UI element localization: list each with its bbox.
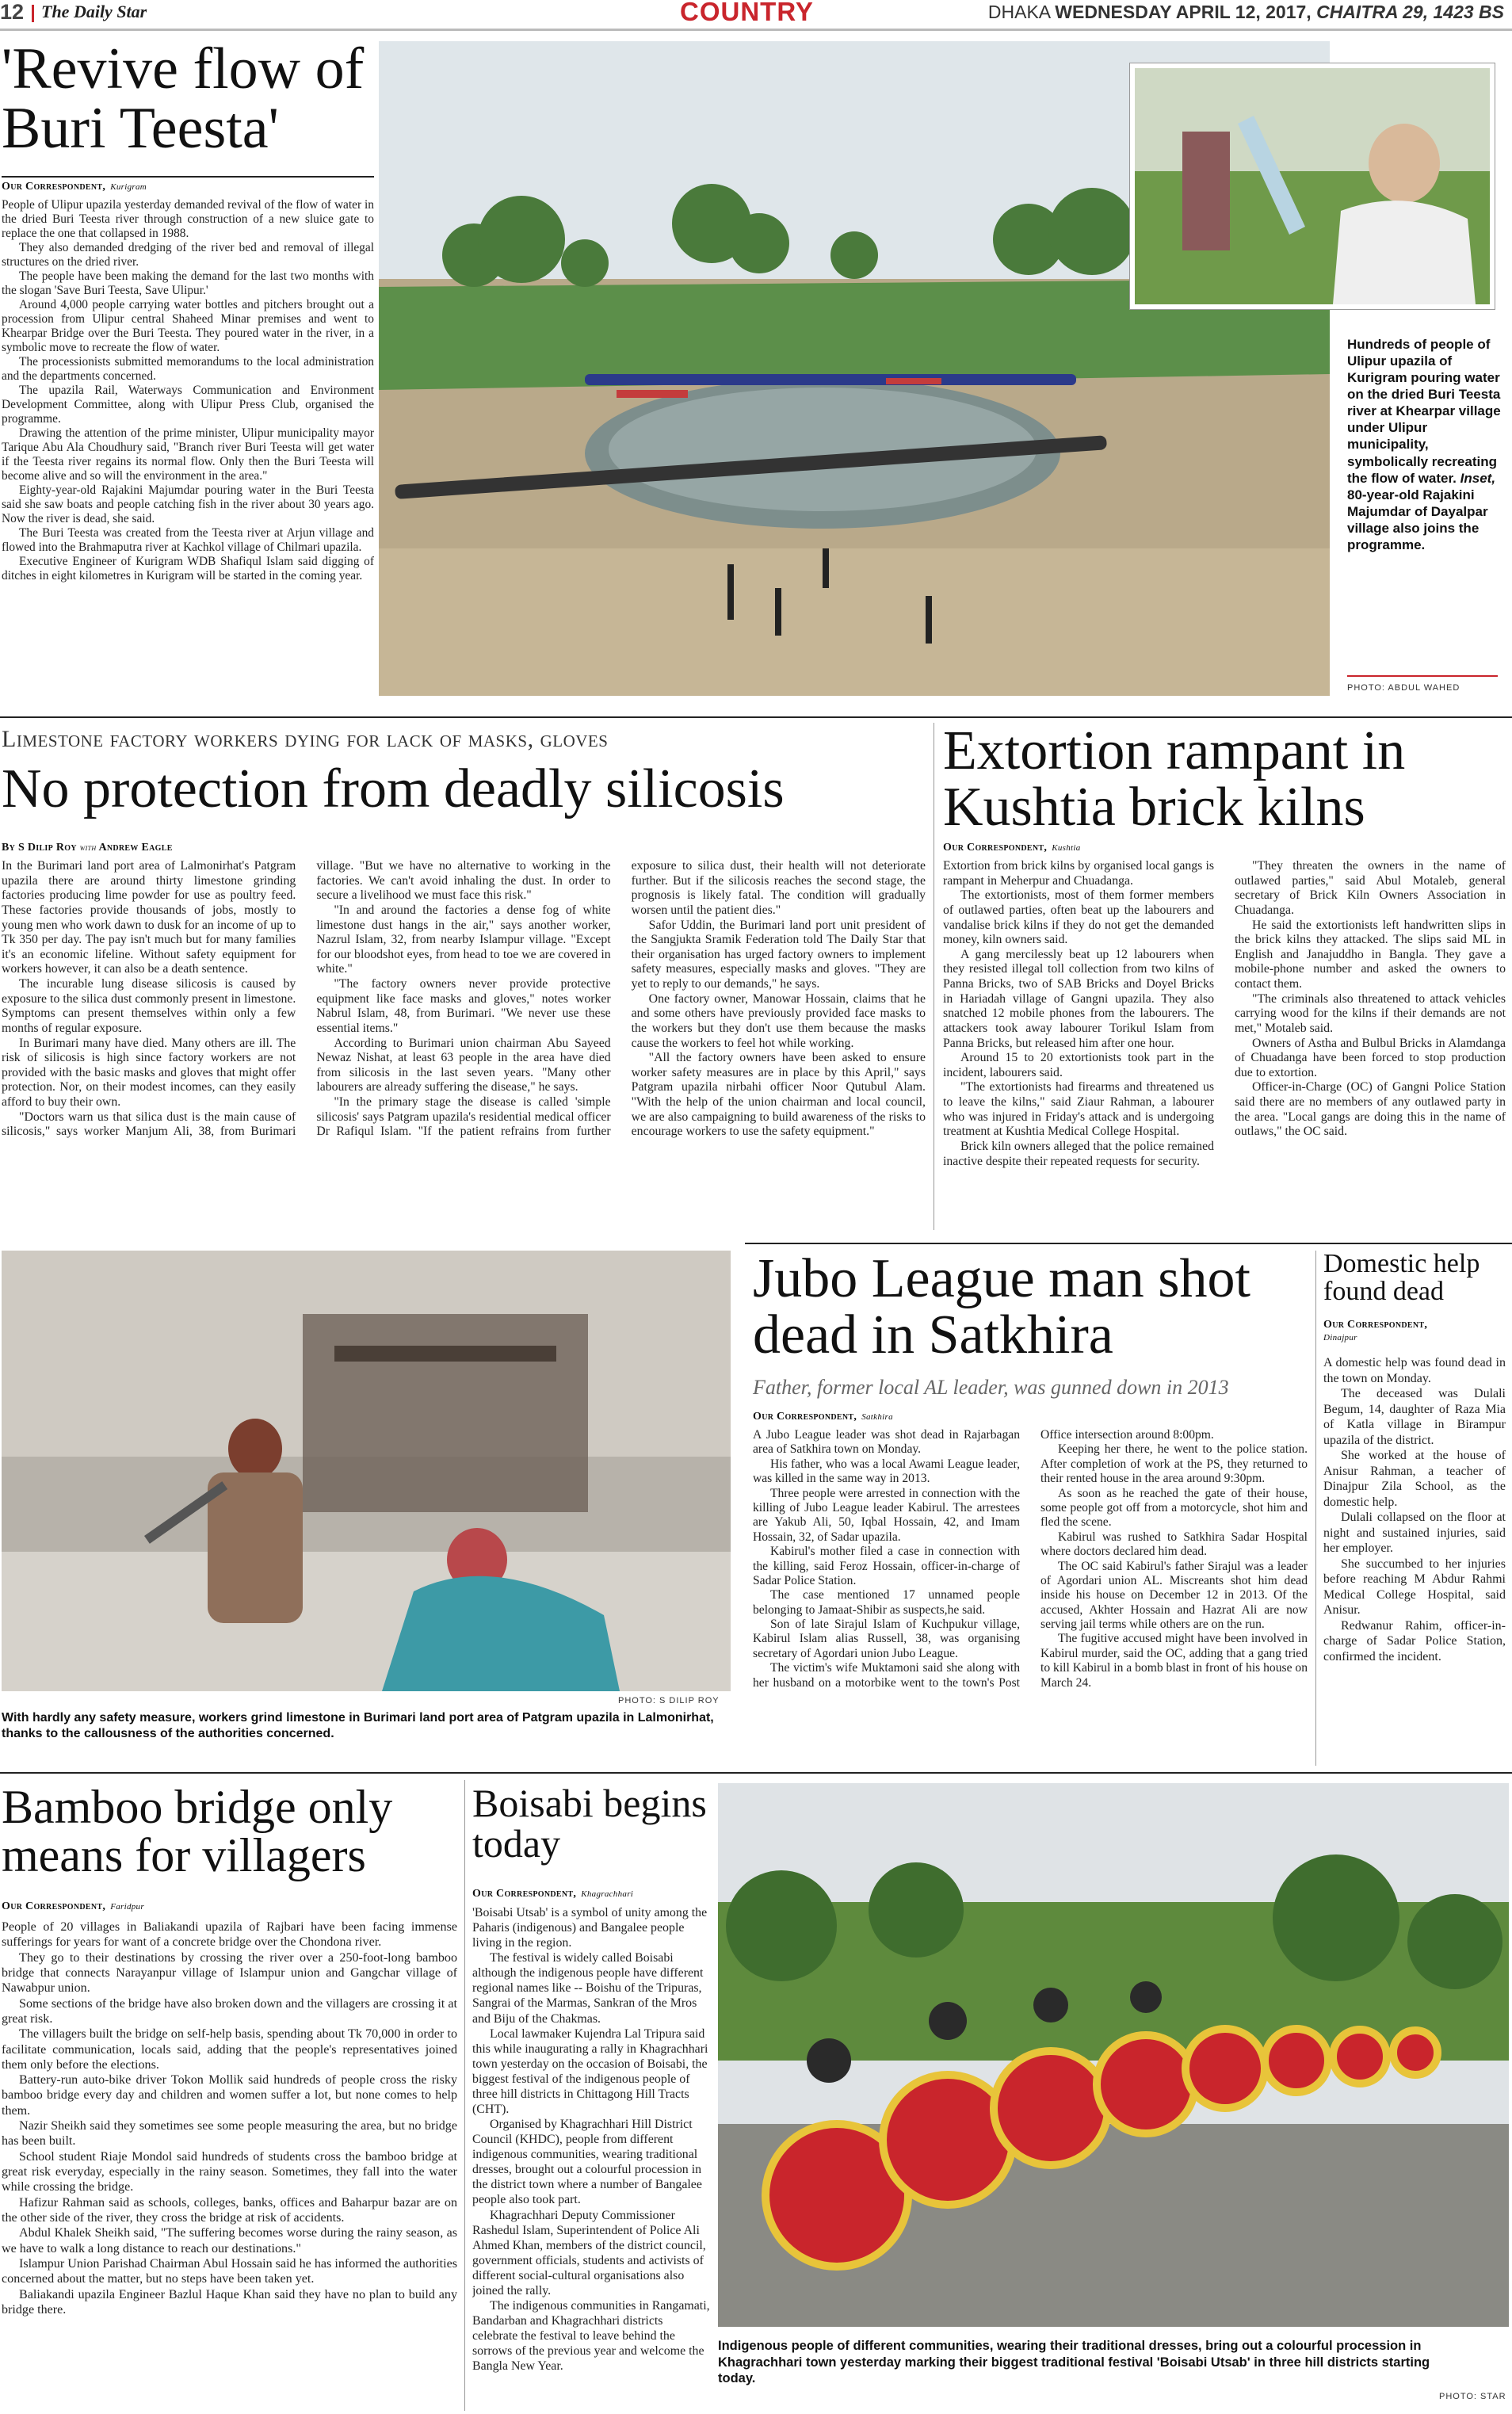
elderly-woman-pouring-water-image	[1135, 68, 1490, 304]
paragraph: "The extortionists had firearms and threatened us to leave the kilns," said Ziaur Rahman, a labourer who was injured in Friday's attack and is undergoing treatment at Kushtia Medical College Hospital.	[943, 1080, 1214, 1139]
paper-name: The Daily Star	[41, 2, 147, 21]
bamboo-byline	[2, 1897, 461, 1913]
paragraph: Battery-run auto-bike driver Tokon Mollik said hundreds of people cross the risky bamboo bridge every day and children and women suffer a lot, but none comes to help them.	[2, 2073, 457, 2118]
boisabi-byline	[472, 1885, 710, 1900]
paragraph: Around 15 to 20 extortionists took part in the incident, labourers said.	[943, 1051, 1214, 1079]
byline-text: Our Correspondent,	[2, 1900, 106, 1912]
domestic-body	[1323, 1355, 1506, 1767]
paragraph: A domestic help was found dead in the town on Monday.	[1323, 1356, 1506, 1385]
paragraph: "In and around the factories a dense fog of white limestone dust hangs in the air," says another worker, Nazrul Islam, 32, from nearby Islampur village. "Except for our bloodshot eyes, from head to toe we are covered in white."	[316, 903, 611, 976]
dateline-date: WEDNESDAY APRIL 12, 2017,	[1055, 2, 1312, 22]
paragraph: In the Burimari land port area of Lalmonirhat's Patgram upazila there are around thirty limestone grinding factories producing lime powder for use as poultry feed. These factories provide thousands of jobs, mostly to young men who work dawn to dusk for an income of up to Tk 350 per day. The pay isn't much but for many families it's an economic lifeline. Without safety equipment for workers however, it can also be a death sentence.	[2, 859, 296, 976]
paragraph: The villagers built the bridge on self-help basis, spending about Tk 70,000 in order to facilitate communication, locals said, adding that the people's representatives joined them only before the elections.	[2, 2027, 457, 2072]
paragraph: A gang mercilessly beat up 12 labourers when they resisted illegal toll collection from two kilns of Panna Bricks, two of SAB Bricks and Doyel Bricks in Hariadah village of Gangni upazila. They also snatched 12 mobile phones from the labourers. The attackers took away labourer Torikul Islam from Panna Bricks, but released him after one hour.	[943, 947, 1214, 1050]
byline-author-b: Andrew Eagle	[98, 842, 173, 854]
paragraph: Brick kiln owners alleged that the police remained inactive despite their repeated requests for security.	[943, 1139, 1214, 1168]
silicosis-photo	[2, 1251, 731, 1691]
paragraph: The deceased was Dulali Begum, 14, daughter of Raza Mia of Katla village in Birampur upazila of the district.	[1323, 1387, 1506, 1447]
paragraph: Officer-in-Charge (OC) of Gangni Police Station said there are no members of any outlawed party in the area. "Local gangs are doing this in the name of outlaws," the OC said.	[1235, 1080, 1506, 1139]
paragraph: The extortionists, most of them former members of outlawed parties, often beat up the labourers and vandalise brick kilns if they do not get the demanded money, kiln owners said.	[943, 888, 1214, 947]
teesta-photo-credit: PHOTO: ABDUL WAHED	[1347, 683, 1460, 693]
dateline	[988, 2, 1504, 23]
masthead-rule	[0, 29, 1512, 31]
byline-with: with	[79, 843, 97, 853]
teesta-byline	[2, 176, 374, 193]
masthead-divider	[32, 5, 34, 22]
teesta-inset-photo	[1130, 63, 1495, 309]
jubo-body	[753, 1428, 1308, 1769]
byline-text: Our Correspondent,	[753, 1411, 857, 1423]
paragraph: The upazila Rail, Waterways Communication and Environment Development Committee, along with Ulipur Press Club, organised the programme.	[2, 384, 374, 426]
paragraph: "All the factory owners have been asked to ensure worker safety measures are in place by this April," says Patgram upazila nirbahi officer Noor Qutubul Alam. "With the help of the union chairman and local council, we are also campaigning to build awareness of the risks to encourage workers to use the safety equipment."	[631, 1051, 926, 1139]
paragraph: "They threaten the owners in the name of outlawed parties," said Abul Motaleb, general secretary of Brick Kiln Owners Association in Chuadanga.	[1235, 859, 1506, 917]
paragraph: The festival is widely called Boisabi although the indigenous people have different regional names like -- Boishu of the Tripuras, Sangrai of the Marmas, Sankran of the Mros and Biju of the Chakmas.	[472, 1951, 704, 2026]
paragraph: Owners of Astha and Bulbul Bricks in Alamdanga of Chuadanga have been forced to stop production due to extortion.	[1235, 1036, 1506, 1079]
paragraph: Dulali collapsed on the floor at night and sustained injuries, said her employer.	[1323, 1511, 1506, 1556]
byline-location: Kurigram	[110, 182, 147, 192]
section-rule	[0, 1772, 1512, 1774]
byline-author-a: By S Dilip Roy	[2, 842, 77, 854]
bamboo-headline: Bamboo bridge only means for villagers	[2, 1781, 393, 1882]
page-number: 12	[0, 0, 25, 24]
dateline-city: DHAKA	[987, 2, 1050, 22]
teesta-headline: 'Revive flow of Buri Teesta'	[2, 36, 365, 162]
caption-text: Hundreds of people of Ulipur upazila of Kurigram pouring water on the dried Buri Teesta river at Khearpar village under Ulipur municipality, symbolically recreating the flow of water.	[1347, 337, 1501, 486]
byline-location: Faridpur	[110, 1902, 144, 1912]
paragraph: People of 20 villages in Baliakandi upazila of Rajbari have been facing immense sufferings for years for want of a concrete bridge over the Chondona river.	[2, 1920, 457, 1950]
paragraph: Kabirul's mother filed a case in connection with the killing, said Feroz Hossain, officer-in-charge of Sadar Police Station.	[753, 1545, 1020, 1587]
byline-text: Our Correspondent,	[943, 842, 1048, 854]
paragraph: Three people were arrested in connection with the killing of Jubo League leader Kabirul. The arrestees are Yakub Ali, 50, Iqbal Hossain, 42, and Imam Hossain, 32, of Sadar upazila.	[753, 1486, 1020, 1544]
paragraph: They go to their destinations by crossing the river over a 250-foot-long bamboo bridge that connects Narayanpur village of Islampur union and Gangchar village of Nawabpur union.	[2, 1950, 457, 1996]
section-rule	[0, 716, 1512, 718]
caption-inset-text: 80-year-old Rajakini Majumdar of Dayalpar village also joins the programme.	[1347, 487, 1488, 552]
bamboo-body	[2, 1919, 457, 2411]
paragraph: The OC said Kabirul's father Sirajul was a leader of Agordari union AL. Miscreants shot him dead inside his house on December 12 in 2013. Of the accused, Akhter Hossain and Hazrat Ali are now serving jail terms while others are on the run.	[1040, 1559, 1308, 1632]
boisabi-headline: Boisabi begins today	[472, 1781, 707, 1866]
masthead	[0, 0, 1512, 27]
paragraph: Nazir Sheikh said they sometimes see some people measuring the area, but no bridge has been built.	[2, 2119, 457, 2149]
paragraph: The case mentioned 17 unnamed people belonging to Jamaat-Shibir as suspects,he said.	[753, 1588, 1020, 1617]
caption-rule	[1347, 675, 1498, 677]
boisabi-photo-caption: Indigenous people of different communities, wearing their traditional dresses, bring out a colourful procession in Khagrachhari town yesterday marking their biggest traditional festival 'Boisabi Utsab' in three hill districts starting today.	[718, 2339, 1430, 2386]
paragraph: 'Boisabi Utsab' is a symbol of unity among the Paharis (indigenous) and Bangalee people living in the region.	[472, 1906, 708, 1950]
paragraph: Some sections of the bridge have also broken down and the villagers are crossing it at great risk.	[2, 1996, 457, 2026]
paragraph: The Buri Teesta was created from the Teesta river at Arjun village and flowed into the Brahmaputra river at Kachkol village of Chilmari upazila.	[2, 526, 374, 555]
jubo-byline	[753, 1408, 1014, 1423]
paragraph: Extortion from brick kilns by organised local gangs is rampant in Meherpur and Chuadanga.	[943, 859, 1214, 888]
column-rule	[464, 1780, 465, 2411]
byline-text: Our Correspondent,	[472, 1888, 577, 1900]
boisabi-photo-credit: PHOTO: STAR	[1439, 2392, 1506, 2401]
paragraph: According to Burimari union chairman Abu Sayeed Newaz Nishat, at least 63 people in the area have died from silicosis in the last seven years. "Many other labourers are already suffering the disease," he says.	[316, 1036, 611, 1094]
paragraph: Baliakandi upazila Engineer Bazlul Haque Khan said they have no plan to build any bridge there.	[2, 2287, 457, 2317]
paragraph: As soon as he reached the gate of their house, some people got off from a motorcycle, shot him and fled the scene.	[1040, 1486, 1308, 1530]
paragraph: Local lawmaker Kujendra Lal Tripura said this while inaugurating a rally in Khagrachhari town yesterday on the occasion of Boisabi, the biggest festival of the indigenous people of three hill districts in Chittagong Hill Tracts (CHT).	[472, 2026, 708, 2117]
paragraph: Organised by Khagrachhari Hill District Council (KHDC), people from different indigenous communities, wearing traditional dresses, brought out a colourful procession in the district town where a number of Bangalee people also took part.	[472, 2118, 702, 2207]
byline-location: Dinajpur	[1323, 1333, 1357, 1343]
silicosis-body	[2, 859, 926, 1224]
paragraph: His father, who was a local Awami League leader, was killed in the same way in 2013.	[753, 1457, 1020, 1486]
boisabi-photo	[718, 1783, 1509, 2327]
dateline-bangla: CHAITRA 29, 1423 BS	[1316, 2, 1504, 22]
byline-location: Kushtia	[1052, 843, 1081, 853]
limestone-workers-image	[2, 1251, 731, 1691]
kushtia-byline	[943, 838, 1212, 854]
paragraph: Khagrachhari Deputy Commissioner Rashedul Islam, Superintendent of Police Ali Ahmed Khan, members of the district council, government officials, students and activists of different social-cultural organisations also joined the rally.	[472, 2208, 706, 2298]
paragraph: The victim's wife Muktamoni said she along with her husband on a motorbike went to the town's Post Office intersection around 8:00pm.	[753, 1428, 1214, 1690]
paragraph: Drawing the attention of the prime minister, Ulipur municipality mayor Tarique Abu Ala Choudhury said, "Branch river Buri Teesta will get water if the Teesta river regains its normal flow. Only then the Buri Teesta will become alive and so will the environment in the area."	[2, 426, 374, 483]
paragraph: She worked at the house of Anisur Rahman, a teacher of Dinajpur Zila School, as the domestic help.	[1323, 1449, 1506, 1509]
paragraph: Hafizur Rahman said as schools, colleges, banks, offices and Baharpur bazar are on the other side of the river, they cross the bridge at risk of accidents.	[2, 2195, 457, 2225]
teesta-body	[2, 198, 374, 689]
paragraph: "Doctors warn us that silica dust is the main cause of silicosis," says worker Manjum Ali, 38, from Burimari village. "But we have no alternative to working in the factories. We can't avoid inhaling the dust. In order to secure a livelihood we must face this risk."	[2, 859, 611, 1139]
silicosis-headline: No protection from deadly silicosis	[2, 758, 785, 819]
byline-location: Khagrachhari	[581, 1889, 634, 1899]
kushtia-body	[943, 859, 1506, 1232]
paragraph: He said the extortionists left handwritten slips in the brick kilns they attacked. The slips said ML in English and Janajuddho in Bangla. They gave a mobile-phone number and asked the owners to contact them.	[1235, 918, 1506, 991]
paragraph: She succumbed to her injuries before reaching M Abdur Rahmi Medical College Hospital, said Anisur.	[1323, 1556, 1506, 1618]
paragraph: The incurable lung disease silicosis is caused by exposure to the silica dust commonly present in limestone. Symptoms can present themselves within only a few months of regular exposure.	[2, 977, 296, 1035]
paragraph: Around 4,000 people carrying water bottles and pitchers brought out a procession from Ulipur central Shaheed Minar premises and went to Khearpar Bridge over the Buri Teesta. They poured water in the river, in a symbolic move to recreate the flow of water.	[2, 298, 374, 355]
paragraph: Islampur Union Parishad Chairman Abul Hossain said he has informed the authorities concerned about the matter, but no steps have been taken yet.	[2, 2256, 457, 2286]
paragraph: Executive Engineer of Kurigram WDB Shafiqul Islam said digging of ditches in eight kilometres in Kurigram will be started in the coming year.	[2, 555, 374, 583]
paragraph: "The factory owners never provide protective equipment like face masks and gloves," notes worker Nabrul Islam, 48, from Burimari. "We never use these essential items."	[316, 977, 611, 1035]
silicosis-kicker: Limestone factory workers dying for lack of masks, gloves	[2, 726, 609, 752]
silicosis-photo-credit: PHOTO: S DILIP ROY	[618, 1696, 720, 1705]
paragraph: Abdul Khalek Sheikh said, "The suffering becomes worse during the rainy season, as we have to walk a long distance to reach our destinations."	[2, 2226, 457, 2255]
paragraph: Kabirul was rushed to Satkhira Sadar Hospital where doctors declared him dead.	[1040, 1530, 1308, 1559]
paragraph: Eighty-year-old Rajakini Majumdar pouring water in the Buri Teesta said she saw boats and people catching fish in the river about 30 years ago. Now the river is dead, she said.	[2, 483, 374, 526]
paragraph: Safor Uddin, the Burimari land port unit president of the Sangjukta Sramik Federation told The Daily Star that their organisation has urged factory owners to implement safety measures, especially masks and gloves. "They are yet to reply to our demands," he says.	[631, 918, 926, 991]
paragraph: One factory owner, Manowar Hossain, claims that he and some others have previously provided face masks to the workers but they don't use them because the masks cause the workers to feel hot while working.	[631, 991, 926, 1050]
silicosis-photo-caption: With hardly any safety measure, workers grind limestone in Burimari land port area of Patgram upazila in Lalmonirhat, thanks to the callousness of the authorities concerned.	[2, 1711, 714, 1740]
column-rule	[1315, 1251, 1316, 1766]
jubo-headline: Jubo League man shot dead in Satkhira	[753, 1248, 1250, 1366]
byline-text: Our Correspondent,	[1323, 1319, 1428, 1331]
byline-text: Our Correspondent,	[2, 181, 106, 193]
section-name: COUNTRY	[680, 0, 814, 26]
paragraph: In Burimari many have died. Many others are ill. The risk of silicosis is high since factory workers are not provided with the basic masks and gloves that might offer protection. Nor, on their modest incomes, can they easily afford to buy their own.	[2, 1036, 296, 1109]
domestic-byline	[1323, 1316, 1510, 1344]
paragraph: Keeping her there, he went to the police station. After completion of work at the PS, they returned to their rented house in the area around 9:30pm.	[1040, 1442, 1308, 1486]
paragraph: The people have been making the demand for the last two months with the slogan 'Save Buri Teesta, Save Ulipur.'	[2, 269, 374, 298]
paragraph: "In the primary stage the disease is called 'simple silicosis' says Patgram upazila's residential medical officer Dr Rafiqul Islam. "If the patient refrains from further exposure to silica dust, their health will not deteriorate further. But if the silicosis reaches the second stage, the prognosis is likely fatal. The condition will gradually worsen until the patient dies."	[316, 859, 926, 1139]
section-rule	[745, 1243, 1512, 1244]
paragraph: The fugitive accused might have been involved in Kabirul murder, said the OC, adding that a gang tried to kill Kabirul in a bomb blast in front of his house on March 24.	[1040, 1632, 1308, 1690]
paragraph: "The criminals also threatened to attack vehicles carrying wood for the kilns if their demands are not met," Motaleb said.	[1235, 991, 1506, 1035]
paragraph: The indigenous communities in Rangamati, Bandarban and Khagrachhari districts celebrate the festival to leave behind the sorrows of the previous year and welcome the Bangla New Year.	[472, 2299, 710, 2374]
paragraph: The processionists submitted memorandums to the local administration and the departments concerned.	[2, 355, 374, 384]
kushtia-headline: Extortion rampant in Kushtia brick kilns	[943, 720, 1406, 838]
paragraph: Redwanur Rahim, officer-in-charge of Sadar Police Station, confirmed the incident.	[1323, 1618, 1506, 1663]
teesta-photo-caption	[1347, 336, 1506, 553]
paragraph: School student Riaje Mondol said hundreds of students cross the bamboo bridge at great risk everyday, especially in the rainy season. Sometimes, they fall into the water while crossing the bridge.	[2, 2149, 457, 2194]
paragraph: A Jubo League leader was shot dead in Rajarbagan area of Satkhira town on Monday.	[753, 1428, 1020, 1457]
paragraph: People of Ulipur upazila yesterday demanded revival of the flow of water in the dried Buri Teesta river through construction of a new sluice gate to replace the one that collapsed in 1988.	[2, 198, 374, 241]
caption-inset-label: Inset,	[1460, 470, 1496, 486]
silicosis-byline	[2, 838, 913, 854]
domestic-headline: Domestic help found dead	[1323, 1249, 1480, 1306]
boisabi-body	[472, 1905, 710, 2411]
jubo-deck: Father, former local AL leader, was gunned down in 2013	[753, 1376, 1229, 1399]
byline-location: Satkhira	[861, 1412, 893, 1422]
paragraph: They also demanded dredging of the river bed and removal of illegal structures on the dried river.	[2, 241, 374, 269]
paragraph: Son of late Sirajul Islam of Kuchpukur village, Kabirul Islam alias Russell, 38, was organising secretary of Agordari union Jubo League.	[753, 1618, 1020, 1660]
festival-procession-image	[718, 1783, 1509, 2327]
